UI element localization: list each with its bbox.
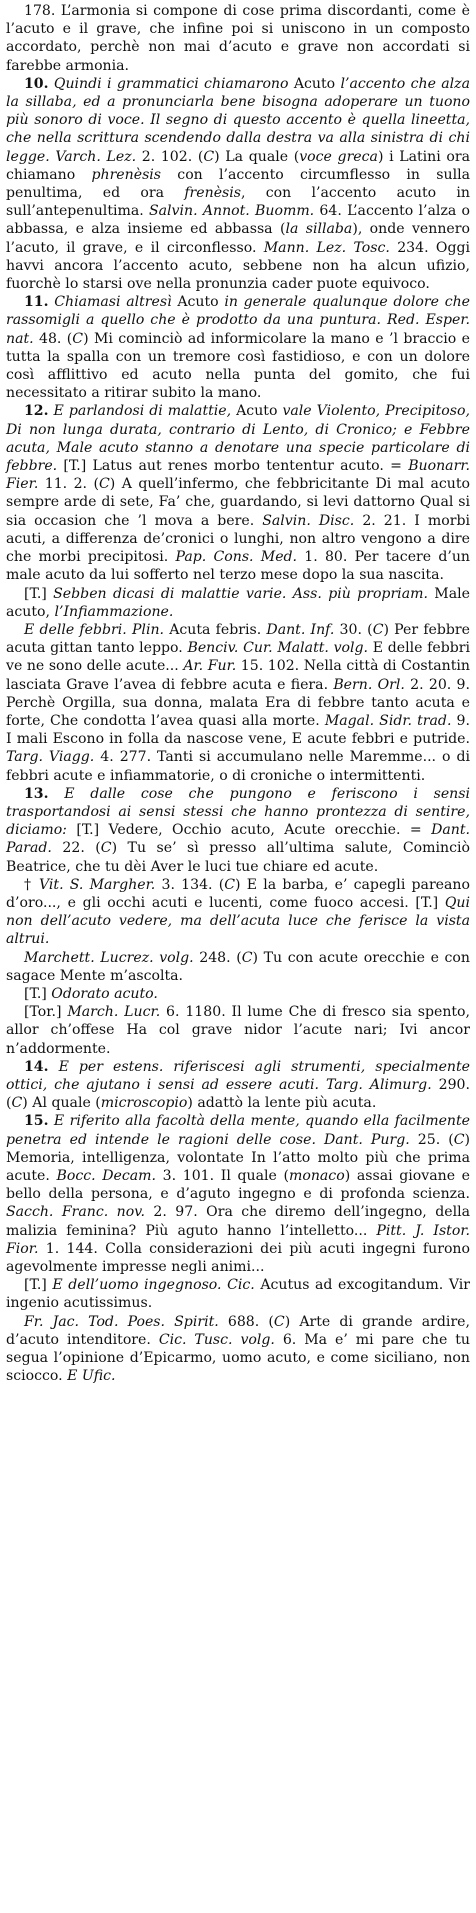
entry-paragraph-3: 11. Chiamasi altresì Acuto in generale qualunque dolore che rassomigli a quello che è prodotto da una puntura. Red. Esper. nat. 48. (C) Mi cominciò ad informicolare la mano e ’l braccio e tutta la spalla con un tremore così fastidioso, e con un dolore così afflittivo ed acuto nella punta del gomito, che fui necessitato a ritirar subito la mano. — [6, 294, 471, 402]
entry-paragraph-13: 15. E riferito alla facoltà della mente, quando ella facilmente penetra ed intende le ragioni delle cose. Dant. Purg. 25. (C) Memoria, intelligenza, volontate In l’atto molto più che prima acute. Bocc. Decam. 3. 101. Il quale (monaco) assai giovane e bello della persona, e d’aguto ingegno e di profonda scienza. Sacch. Franc. nov. 2. 97. Ora che diremo dell’ingegno, della malizia feminina? Più aguto hanno l’intelletto... Pitt. J. Istor. Fior. 1. 144. Colla considerazioni dei più acuti ingegni furono agevolmente impresse negli animi... — [6, 1113, 471, 1276]
entry-paragraph-9: Marchett. Lucrez. volg. 248. (C) Tu con acute orecchie e con sagace Mente m’ascolta. — [6, 949, 470, 984]
entry-paragraph-15: Fr. Jac. Tod. Poes. Spirit. 688. (C) Arte di grande ardire, d’acuto intenditore. Cic. Tusc. volg. 6. Ma e’ mi pare che tu segua l’opinione d’Epicarmo, uomo acuto, e come siciliano, non sciocco. E Ufic. — [6, 1313, 471, 1385]
entry-paragraph-2: 10. Quindi i grammatici chiamarono Acuto l’accento che alza la sillaba, ed a pronunciarla bene bisogna adoperare un tuono più sonoro di voce. Il segno di questo accento è quella lineetta, che nella scrittura scendendo dalla destra va alla sinistra di chi legge. Varch. Lez. 2. 102. (C) La quale (voce greca) i Latini ora chiamano phrenèsis con l’accento circumflesso in sulla penultima, ed ora frenèsis, con l’accento acuto in sull’antepenultima. Salvin. Annot. Buomm. 64. L’accento l’alza o abbassa, e alza insieme ed abbassa (la sillaba), onde vennero l’acuto, il grave, e il circonflesso. Mann. Lez. Tosc. 234. Oggi havvi ancora l’accento acuto, sebbene non ha alcun ufizio, fuorchè lo starsi ove nella pronunzia cader puote equivoco. — [6, 75, 471, 293]
entry-paragraph-6: E delle febbri. Plin. Acuta febris. Dant. Inf. 30. (C) Per febbre acuta gittan tanto leppo. Benciv. Cur. Malatt. volg. E delle febbri ve ne sono delle acute... Ar. Fur. 15. 102. Nella città di Costantin lasciata Grave l’avea di febbre acuta e fiera. Bern. Orl. 2. 20. 9. Perchè Orgilla, sua donna, malata Era di febbre tanto acuta e forte, Che condotta l’avea quasi alla morte. Magal. Sidr. trad. 9. I mali Escono in folla da nascose vene, E acute febbri e putride. Targ. Viagg. 4. 277. Tanti si accumulano nelle Maremme... o di febbri acute e infiammatorie, o di croniche o intermittenti. — [6, 621, 471, 784]
entry-paragraph-10: [T.] Odorato acuto. — [24, 985, 158, 1002]
entry-paragraph-1: 178. L’armonia si compone di cose prima discordanti, come è l’acuto e il grave, che infine poi si uniscono in un composto accordato, perchè non mai d’acuto e grave non accordati si farebbe armonia. — [6, 3, 470, 74]
entry-paragraph-5: [T.] Sebben dicasi di malattie varie. Ass. più propriam. Male acuto, l’Infiammazione. — [6, 585, 470, 620]
entry-paragraph-8: † Vit. S. Margher. 3. 134. (C) E la barba, e’ capegli pareano d’oro..., e gli occhi acuti e lucenti, come fuoco accesi. [T.] Qui non dell’acuto vedere, ma dell’acuta luce che ferisce la vista altrui. — [6, 876, 470, 948]
entry-paragraph-12: 14. E per estens. riferiscesi agli strumenti, specialmente ottici, che ajutano i sensi ad essere acuti. Targ. Alimurg. 290. (C) Al quale (microscopio) adattò la lente più acuta. — [6, 1058, 470, 1112]
entry-paragraph-11: [Tor.] March. Lucr. 6. 1180. Il lume Che di fresco sia spento, allor ch’offese Ha col grave nidor l’acute nari; Ivi ancor n’addormente. — [6, 1004, 471, 1057]
entry-paragraph-14: [T.] E dell’uomo ingegnoso. Cic. Acutus ad excogitandum. Vir ingenio acutissimus. — [6, 1277, 470, 1312]
entry-paragraph-7: 13. E dalle cose che pungono e feriscono i sensi trasportandosi ai sensi stessi che hanno prontezza di sentire, diciamo: [T.] Vedere, Occhio acuto, Acute orecchie. = Dant. Parad. 22. (C) Tu se’ sì presso all’ultima salute, Cominciò Beatrice, che tu dèi Aver le luci tue chiare ed acute. — [6, 785, 470, 875]
entry-paragraph-4: 12. E parlandosi di malattie, Acuto vale Violento, Precipitoso, Di non lunga durata, contrario di Lento, di Cronico; e Febbre acuta, Male acuto stanno a denotare una specie particolare di febbre. [T.] Latus aut renes morbo tententur acuto. = Buonarr. Fier. 11. 2. (C) A quell’infermo, che febbricitante Di mal acuto sempre arde di sete, Fa’ che, guardando, si levi dattorno Qual si sia occasion che ’l mova a bere. Salvin. Disc. 2. 21. I morbi acuti, a differenza de’cronici o lunghi, non altro vengono a dire che morbi precipitosi. Pap. Cons. Med. 1. 80. Per tacere d’un male acuto da lui sofferto nel terzo mese dopo la sua nascita. — [6, 403, 470, 584]
